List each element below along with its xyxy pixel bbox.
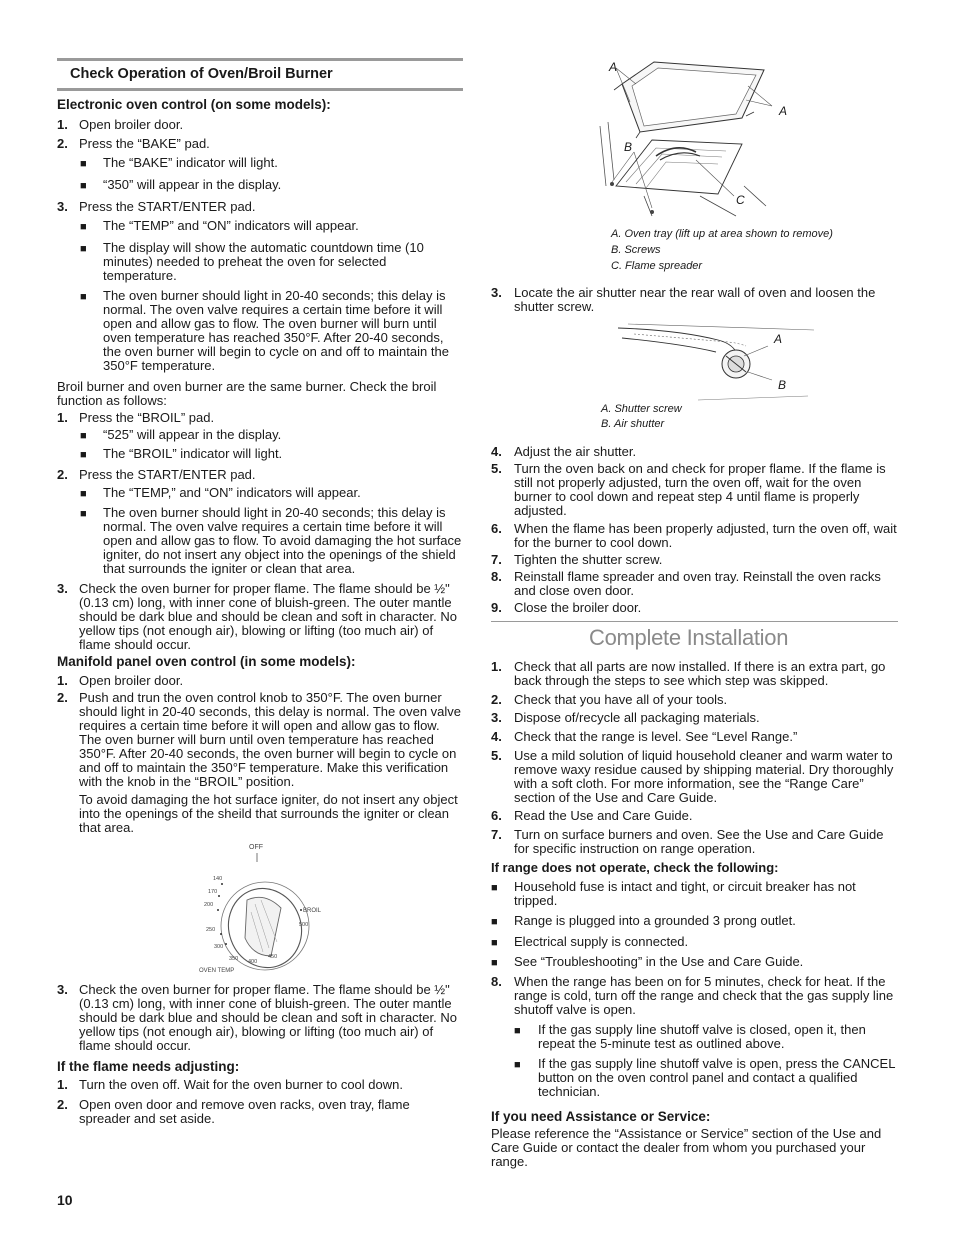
bullet-icon: ■ bbox=[80, 180, 87, 192]
step-number: 1. bbox=[57, 673, 68, 688]
step-text: Check the oven burner for proper flame. The flame should be ½" (0.13 cm) long, with inner cone of bluish-green. The outer mantle should be dark blue and should be clean and soft in character. No yellow tips (not enough air), blowing or lifting (too much air) of flame should occur. bbox=[79, 581, 457, 652]
step-number: 2. bbox=[491, 692, 502, 707]
bullet-text: Range is plugged into a grounded 3 prong outlet. bbox=[514, 913, 796, 928]
bullet-icon: ■ bbox=[80, 430, 87, 442]
complete-installation-title: Complete Installation bbox=[589, 625, 789, 650]
knob-temp-label: 250 bbox=[206, 927, 216, 933]
figure-caption: A. Shutter screw bbox=[601, 403, 682, 415]
complete-installation-rule bbox=[491, 621, 898, 622]
step-text: When the range has been on for 5 minutes, check for heat. If the range is cold, turn off the range and check that the gas supply line shutoff valve is open. bbox=[514, 974, 894, 1017]
step-text: Use a mild solution of liquid household cleaner and warm water to remove waxy residue caused by shipping material. Dry thoroughly with a soft cloth. For more information, see the “Range Care” section of the Use and Care Guide. bbox=[514, 748, 894, 805]
bullet-icon: ■ bbox=[491, 882, 498, 894]
section-top-rule bbox=[57, 58, 463, 61]
step-number: 6. bbox=[491, 808, 502, 823]
step-number: 7. bbox=[491, 552, 502, 567]
step-text: Read the Use and Care Guide. bbox=[514, 808, 693, 823]
step-text: Push and trun the oven control knob to 350°F. The oven burner should light in 20-40 seconds, this delay is normal. The oven valve requires a certain time before it will open and allow gas to flow. The oven burner will burn until oven temperature has reached 350°F. After 20-40 seconds, the oven burner will begin to cycle on and off to maintain the 350°F temperature. Make this verification with the knob in the “BROIL” position. bbox=[79, 690, 462, 789]
page-number: 10 bbox=[57, 1192, 73, 1208]
bullet-text: The oven burner should light in 20-40 seconds; this delay is normal. The oven valve requires a certain time before it will open and allow gas to flow. To avoid damaging the hot surface igniter, do not insert any object into the openings of the shield that surrounds the igniter or clean that area. bbox=[103, 505, 462, 576]
knob-temp-label: 400 bbox=[248, 959, 258, 965]
knob-temp-label: 500 bbox=[299, 922, 309, 928]
step-number: 4. bbox=[491, 444, 502, 459]
step-text: Reinstall flame spreader and oven tray. Reinstall the oven racks and close oven door. bbox=[514, 569, 881, 598]
step-text: Turn the oven off. Wait for the oven burner to cool down. bbox=[79, 1077, 403, 1092]
knob-temp-label: 450 bbox=[268, 954, 278, 960]
bullet-icon: ■ bbox=[80, 291, 87, 303]
step-text: Press the “BROIL” pad. bbox=[79, 410, 215, 425]
figure-label: A bbox=[774, 332, 783, 346]
bullet-icon: ■ bbox=[80, 243, 87, 255]
knob-oven-temp-label: OVEN TEMP bbox=[199, 968, 235, 974]
step-number: 4. bbox=[491, 729, 502, 744]
bullet-icon: ■ bbox=[491, 916, 498, 928]
bullet-text: See “Troubleshooting” in the Use and Care Guide. bbox=[514, 954, 804, 969]
figure-label: A bbox=[609, 60, 618, 74]
not-operate-heading: If range does not operate, check the following: bbox=[491, 860, 779, 875]
figure-caption: B. Air shutter bbox=[601, 418, 665, 430]
step-text: Open broiler door. bbox=[79, 117, 184, 132]
step-number: 1. bbox=[57, 1077, 68, 1092]
bullet-text: “350” will appear in the display. bbox=[103, 177, 282, 192]
step-number: 1. bbox=[57, 410, 68, 425]
manifold-heading: Manifold panel oven control (in some models): bbox=[57, 654, 356, 669]
step-number: 3. bbox=[491, 285, 502, 300]
step-number: 3. bbox=[491, 710, 502, 725]
step-number: 1. bbox=[491, 659, 502, 674]
step-text: Check the oven burner for proper flame. The flame should be ½" (0.13 cm) long, with inner cone of bluish-green. The outer mantle should be dark blue and should be clean and soft in character. No yellow tips (not enough air), blowing or lifting (too much air) of flame should occur. bbox=[79, 982, 457, 1053]
bullet-icon: ■ bbox=[80, 488, 87, 500]
step-number: 5. bbox=[491, 748, 502, 763]
step-number: 2. bbox=[57, 467, 68, 482]
broil-intro: Broil burner and oven burner are the same burner. Check the broil function as follows: bbox=[57, 379, 437, 408]
step-number: 9. bbox=[491, 600, 502, 615]
knob-broil-label: BROIL bbox=[303, 908, 322, 914]
step-text: Turn the oven back on and check for proper flame. If the flame is still not properly adjusted, turn the oven off, wait for the oven burner to cool down and repeat step 4 until flame is properly adjusted. bbox=[514, 461, 886, 518]
step-text: When the flame has been properly adjusted, turn the oven off, wait for the burner to cool down. bbox=[514, 521, 897, 550]
step-number: 7. bbox=[491, 827, 502, 842]
section-bottom-rule bbox=[57, 88, 463, 91]
step-text: Press the START/ENTER pad. bbox=[79, 467, 256, 482]
step-text: Check that all parts are now installed. If there is an extra part, go back through the steps to see which step was skipped. bbox=[514, 659, 886, 688]
figure-label: B bbox=[778, 378, 787, 392]
step-number: 3. bbox=[57, 199, 68, 214]
step-number: 2. bbox=[57, 1097, 68, 1112]
step-number: 1. bbox=[57, 117, 68, 132]
step-number: 5. bbox=[491, 461, 502, 476]
step-text: Close the broiler door. bbox=[514, 600, 642, 615]
step-text: Press the “BAKE” pad. bbox=[79, 136, 210, 151]
step-text: Open oven door and remove oven racks, oven tray, flame spreader and set aside. bbox=[79, 1097, 410, 1126]
step-number: 2. bbox=[57, 690, 68, 705]
knob-temp-label: 350 bbox=[229, 956, 239, 962]
step-text: Press the START/ENTER pad. bbox=[79, 199, 256, 214]
step-number: 3. bbox=[57, 982, 68, 997]
oven-knob-figure bbox=[195, 838, 335, 978]
step-number: 6. bbox=[491, 521, 502, 536]
bullet-icon: ■ bbox=[491, 957, 498, 969]
knob-temp-label: 200 bbox=[204, 902, 214, 908]
bullet-icon: ■ bbox=[514, 1059, 521, 1071]
step-text: Dispose of/recycle all packaging materials. bbox=[514, 710, 760, 725]
step-text: Open broiler door. bbox=[79, 673, 184, 688]
bullet-text: Household fuse is intact and tight, or circuit breaker has not tripped. bbox=[514, 879, 856, 908]
manifold-note: To avoid damaging the hot surface igniter, do not insert any object into the openings of the sheild that surrounds the igniter or clean that area. bbox=[79, 792, 458, 835]
bullet-icon: ■ bbox=[80, 221, 87, 233]
knob-temp-label: 140 bbox=[213, 876, 223, 882]
step-number: 3. bbox=[57, 581, 68, 596]
step-text: Adjust the air shutter. bbox=[514, 444, 637, 459]
figure-caption: B. Screws bbox=[611, 244, 661, 256]
bullet-icon: ■ bbox=[514, 1025, 521, 1037]
step-number: 8. bbox=[491, 974, 502, 989]
bullet-icon: ■ bbox=[491, 937, 498, 949]
knob-temp-label: 300 bbox=[214, 944, 224, 950]
bullet-text: “525” will appear in the display. bbox=[103, 427, 282, 442]
step-text: Tighten the shutter screw. bbox=[514, 552, 663, 567]
bullet-text: The “TEMP” and “ON” indicators will appear. bbox=[103, 218, 359, 233]
bullet-text: If the gas supply line shutoff valve is closed, open it, then repeat the 5-minute test as outlined above. bbox=[538, 1022, 866, 1051]
section-title: Check Operation of Oven/Broil Burner bbox=[70, 66, 333, 82]
bullet-icon: ■ bbox=[80, 158, 87, 170]
step-text: Turn on surface burners and oven. See the Use and Care Guide for specific instruction on range operation. bbox=[514, 827, 884, 856]
bullet-text: The “BAKE” indicator will light. bbox=[103, 155, 278, 170]
bullet-text: The “BROIL” indicator will light. bbox=[103, 446, 283, 461]
figure-caption: A. Oven tray (lift up at area shown to remove) bbox=[611, 228, 833, 240]
figure-label: B bbox=[624, 140, 633, 154]
assistance-text: Please reference the “Assistance or Service” section of the Use and Care Guide or contact the dealer from whom you purchased your range. bbox=[491, 1126, 882, 1169]
figure-label: C bbox=[736, 193, 745, 207]
figure-caption: C. Flame spreader bbox=[611, 260, 703, 272]
adjust-heading: If the flame needs adjusting: bbox=[57, 1059, 240, 1074]
knob-off-label: OFF bbox=[249, 844, 263, 851]
figure-label: A bbox=[779, 104, 788, 118]
electronic-heading: Electronic oven control (on some models): bbox=[57, 97, 331, 112]
knob-temp-label: 170 bbox=[208, 889, 218, 895]
bullet-text: The display will show the automatic countdown time (10 minutes) needed to preheat the oven for selected temperature. bbox=[103, 240, 424, 283]
bullet-icon: ■ bbox=[80, 449, 87, 461]
step-number: 8. bbox=[491, 569, 502, 584]
bullet-icon: ■ bbox=[80, 508, 87, 520]
step-text: Check that the range is level. See “Level Range.” bbox=[514, 729, 798, 744]
step-text: Check that you have all of your tools. bbox=[514, 692, 728, 707]
bullet-text: Electrical supply is connected. bbox=[514, 934, 689, 949]
bullet-text: The oven burner should light in 20-40 seconds; this delay is normal. The oven valve requires a certain time before it will open and allow gas to flow. The oven burner will burn until oven temperature has reached 350°F. After 20-40 seconds, the oven burner will begin to cycle on and off to maintain the 350°F temperature. bbox=[103, 288, 449, 373]
step-text: Locate the air shutter near the rear wall of oven and loosen the shutter screw. bbox=[514, 285, 876, 314]
bullet-text: If the gas supply line shutoff valve is open, press the CANCEL button on the oven control panel and contact a qualified technician. bbox=[538, 1056, 895, 1099]
bullet-text: The “TEMP,” and “ON” indicators will appear. bbox=[103, 485, 361, 500]
assistance-heading: If you need Assistance or Service: bbox=[491, 1109, 711, 1124]
step-number: 2. bbox=[57, 136, 68, 151]
